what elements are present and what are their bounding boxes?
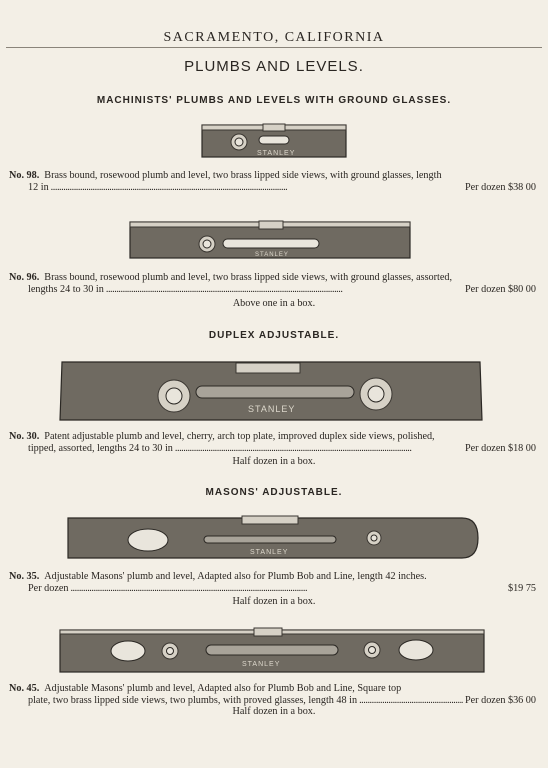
- item-number: No. 35.: [9, 571, 40, 582]
- item-text: Brass bound, rosewood plumb and level, two brass lipped side views, with ground glasses, assorted,: [44, 272, 453, 283]
- item-45-description: [9, 683, 536, 706]
- level-illustration-45: [58, 626, 486, 676]
- brand-stamp: STANLEY: [257, 150, 296, 157]
- item-text-cont: tipped, assorted, lengths 24 to 30 in: [28, 442, 173, 454]
- section-heading-duplex: DUPLEX ADJUSTABLE.: [208, 330, 340, 341]
- item-number: No. 45.: [9, 683, 40, 694]
- item-text-cont: 12 in: [28, 181, 49, 193]
- packing-note-35: Half dozen in a box.: [232, 596, 316, 607]
- section-heading-masons: MASONS' ADJUSTABLE.: [205, 487, 343, 498]
- brand-stamp: STANLEY: [250, 549, 289, 556]
- brand-stamp: STANLEY: [242, 661, 281, 668]
- level-illustration-96: [129, 220, 411, 260]
- level-illustration-30: [58, 360, 484, 422]
- item-text-cont: lengths 24 to 30 in: [28, 283, 104, 295]
- item-price: Per dozen $38 00: [464, 181, 536, 193]
- packing-note-45: Half dozen in a box.: [232, 706, 316, 717]
- page-header: SACRAMENTO, CALIFORNIA: [163, 30, 385, 45]
- item-number: No. 98.: [9, 170, 40, 181]
- section-heading-machinists: MACHINISTS' PLUMBS AND LEVELS WITH GROUND GLASSES.: [96, 95, 452, 106]
- item-number: No. 96.: [9, 272, 40, 283]
- packing-note-96: Above one in a box.: [232, 298, 316, 309]
- item-96-description: [9, 272, 536, 295]
- level-illustration-98: [201, 123, 347, 159]
- page-title: PLUMBS AND LEVELS.: [184, 58, 364, 75]
- brand-stamp: STANLEY: [255, 252, 289, 258]
- item-text-cont: Per dozen: [28, 582, 69, 594]
- item-30-description: [9, 431, 536, 454]
- item-price: Per dozen $36 00: [464, 694, 536, 706]
- item-text: Patent adjustable plumb and level, cherry, arch top plate, improved duplex side views, polished,: [44, 431, 435, 442]
- item-text-cont: plate, two brass lipped side views, two plumbs, with proved glasses, length 48 in: [28, 694, 358, 706]
- item-98-description: [9, 170, 536, 193]
- item-text: Adjustable Masons' plumb and level, Adapted also for Plumb Bob and Line, length 42 inches.: [44, 571, 427, 582]
- item-number: No. 30.: [9, 431, 40, 442]
- level-illustration-35: [66, 514, 480, 562]
- item-price: $19 75: [507, 582, 536, 594]
- item-price: Per dozen $18 00: [464, 442, 536, 454]
- item-text: Adjustable Masons' plumb and level, Adapted also for Plumb Bob and Line, Square top: [44, 683, 402, 694]
- item-price: Per dozen $80 00: [464, 283, 536, 295]
- brand-stamp: STANLEY: [248, 404, 296, 414]
- packing-note-30: Half dozen in a box.: [232, 456, 316, 467]
- item-text: Brass bound, rosewood plumb and level, two brass lipped side views, with ground glasses, length: [44, 170, 442, 181]
- item-35-description: [9, 571, 536, 594]
- header-rule: [6, 47, 542, 48]
